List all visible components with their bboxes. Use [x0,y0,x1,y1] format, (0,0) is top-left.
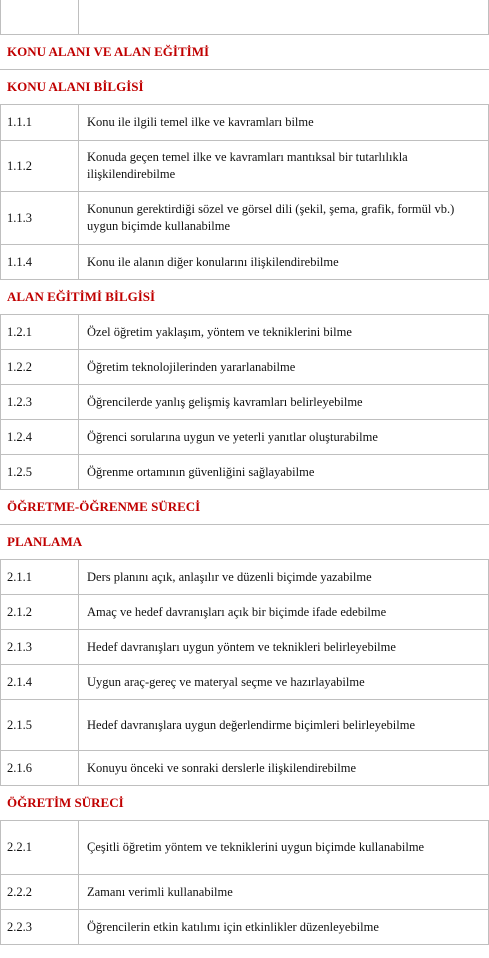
row-text: Konu ile alanın diğer konularını ilişkilendirebilme [79,245,489,279]
table-row [0,385,489,420]
row-code: 1.2.3 [0,385,79,419]
row-text: Hedef davranışları uygun yöntem ve teknikleri belirleyebilme [79,630,489,664]
table-row [0,595,489,630]
table-row [0,630,489,665]
row-code: 2.2.3 [0,910,79,944]
row-code: 1.2.2 [0,350,79,384]
table-row [0,821,489,875]
table-row [0,350,489,385]
table-row [0,665,489,700]
row-code: 2.1.5 [0,700,79,750]
row-code: 1.2.4 [0,420,79,454]
table-row [0,751,489,786]
row-text: Zamanı verimli kullanabilme [79,875,489,909]
table-top-row [0,0,489,35]
row-code: 1.2.5 [0,455,79,489]
row-code: 2.2.1 [0,821,79,874]
table-row [0,245,489,280]
row-code: 1.1.3 [0,192,79,244]
row-text: Konunun gerektirdiği sözel ve görsel dili (şekil, şema, grafik, formül vb.) uygun biçimde kullanabilme [79,192,489,244]
table-row [0,105,489,141]
section-header: KONU ALANI VE ALAN EĞİTİMİ [0,35,489,70]
row-code: 1.1.1 [0,105,79,140]
table-row [0,192,489,245]
table-row [0,910,489,945]
table-row [0,875,489,910]
row-code: 2.1.1 [0,560,79,594]
row-code: 2.2.2 [0,875,79,909]
section-header: KONU ALANI BİLGİSİ [0,70,489,105]
row-text: Ders planını açık, anlaşılır ve düzenli biçimde yazabilme [79,560,489,594]
row-code: 2.1.3 [0,630,79,664]
row-code: 2.1.2 [0,595,79,629]
row-text: Öğrenme ortamının güvenliğini sağlayabilme [79,455,489,489]
row-text: Özel öğretim yaklaşım, yöntem ve tekniklerini bilme [79,315,489,349]
row-text: Hedef davranışlara uygun değerlendirme biçimleri belirleyebilme [79,700,489,750]
row-text: Uygun araç-gereç ve materyal seçme ve hazırlayabilme [79,665,489,699]
table-row [0,420,489,455]
table-row [0,455,489,490]
section-header: ALAN EĞİTİMİ BİLGİSİ [0,280,489,315]
table-row [0,700,489,751]
row-text: Konuda geçen temel ilke ve kavramları mantıksal bir tutarlılıkla ilişkilendirebilme [79,141,489,191]
row-code: 2.1.6 [0,751,79,785]
table-row [0,315,489,350]
section-header: ÖĞRETME-ÖĞRENME SÜRECİ [0,490,489,525]
row-text: Öğrencilerin etkin katılımı için etkinlikler düzenleyebilme [79,910,489,944]
row-code: 2.1.4 [0,665,79,699]
section-header: PLANLAMA [0,525,489,560]
table-row [0,560,489,595]
row-text: Öğrencilerde yanlış gelişmiş kavramları belirleyebilme [79,385,489,419]
row-text: Öğrenci sorularına uygun ve yeterli yanıtlar oluşturabilme [79,420,489,454]
row-code: 1.1.4 [0,245,79,279]
row-code: 1.1.2 [0,141,79,191]
section-header: ÖĞRETİM SÜRECİ [0,786,489,821]
empty-cell [0,0,79,34]
row-text: Öğretim teknolojilerinden yararlanabilme [79,350,489,384]
row-text: Çeşitli öğretim yöntem ve tekniklerini uygun biçimde kullanabilme [79,821,489,874]
empty-cell [79,0,489,34]
row-text: Konuyu önceki ve sonraki derslerle ilişkilendirebilme [79,751,489,785]
table-row [0,141,489,192]
row-code: 1.2.1 [0,315,79,349]
row-text: Amaç ve hedef davranışları açık bir biçimde ifade edebilme [79,595,489,629]
row-text: Konu ile ilgili temel ilke ve kavramları bilme [79,105,489,140]
